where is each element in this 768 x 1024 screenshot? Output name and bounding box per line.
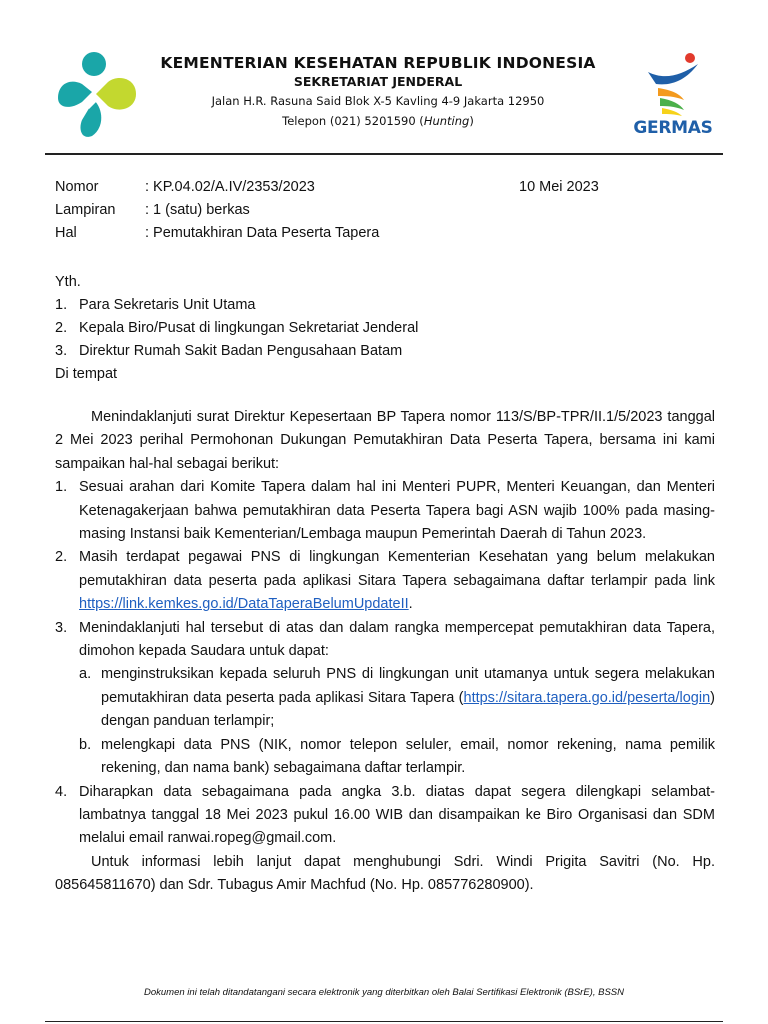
place: Di tempat (55, 366, 118, 382)
ministry-title: KEMENTERIAN KESEHATAN REPUBLIK INDONESIA (160, 54, 596, 72)
phone-line: Telepon (021) 5201590 (Hunting) (282, 114, 474, 128)
intro-paragraph: Menindaklanjuti surat Direktur Kepesertaan BP Tapera nomor 113/S/BP-TPR/II.1/5/2023 tanggal 2 Mei 2023 perihal Permohonan Dukungan Pemutakhiran Data Peserta Tapera, bersama ini kami sampaikan hal-hal sebagai berikut: (55, 409, 715, 472)
greeting: Yth. (55, 274, 81, 290)
point-3b: b. melengkapi data PNS (NIK, nomor telepon seluler, email, nomor rekening, nama pemilik rekening, dan nama bank) sebagaimana daftar terlampir. (79, 736, 715, 777)
kemenkes-logo-icon (52, 50, 142, 140)
closing-paragraph: Untuk informasi lebih lanjut dapat menghubungi Sdri. Windi Prigita Savitri (No. Hp. 085645811670) dan Sdr. Tubagus Amir Machfud (No. Hp. 085776280900). (55, 853, 715, 894)
secretariat-subtitle: SEKRETARIAT JENDERAL (293, 74, 463, 89)
data-tapera-link[interactable]: https://link.kemkes.go.id/DataTaperaBelumUpdateII (79, 596, 409, 613)
point-2: 2. Masih terdapat pegawai PNS di lingkungan Kementerian Kesehatan yang belum melakukan pemutakhiran data peserta pada aplikasi Sitara Tapera sebagaimana daftar terlampir pada link https://link.kemkes.go.id/DataTaperaBelumUpdateII. (55, 549, 715, 613)
germas-logo (628, 50, 718, 142)
list-item: 3. Direktur Rumah Sakit Badan Pengusahaan Batam (55, 343, 403, 359)
list-item: 1. Para Sekretaris Unit Utama (55, 297, 256, 313)
lampiran-row: Lampiran : 1 (satu) berkas (55, 202, 250, 218)
list-item: 2. Kepala Biro/Pusat di lingkungan Sekretariat Jenderal (55, 320, 419, 336)
letter-body (55, 406, 715, 898)
address-line: Jalan H.R. Rasuna Said Blok X-5 Kavling 4-9 Jakarta 12950 (211, 94, 545, 108)
esign-footer-note: Dokumen ini telah ditandatangani secara elektronik yang diterbitkan oleh Balai Sertifikasi Elektronik (BSrE), BSSN (144, 987, 624, 998)
letter-date: 10 Mei 2023 (519, 179, 599, 195)
header-divider (45, 153, 723, 155)
point-1: 1. Sesuai arahan dari Komite Tapera dalam hal ini Menteri PUPR, Menteri Keuangan, dan Menteri Ketenagakerjaan bahwa pemutakhiran data Peserta Tapera bagi ASN wajib 100% pada masing-masing Instansi baik Kementerian/Lembaga maupun Pemerintah Daerah di Tahun 2023. (55, 479, 715, 543)
germas-wordmark: GERMAS (633, 118, 713, 138)
point-3: 3. Menindaklanjuti hal tersebut di atas dan dalam rangka mempercepat pemutakhiran data Tapera, dimohon kepada Saudara untuk dapat: a. menginstruksikan kepada seluruh PNS di lingkungan unit utamanya untuk segera melakukan pemutakhiran data peserta pada aplikasi Sitara Tapera (https://sitara.tapera.go.id/peserta/login) dengan panduan terlampir; b. melengkapi data PNS (NIK, nomor telepon seluler, email, nomor rekening, nama pemilik rekening, dan nama bank) sebagaimana daftar terlampir. (55, 617, 715, 781)
recipients (55, 271, 715, 386)
hal-row: Hal : Pemutakhiran Data Peserta Tapera (55, 225, 380, 241)
point-3a: a. menginstruksikan kepada seluruh PNS di lingkungan unit utamanya untuk segera melakukan pemutakhiran data peserta pada aplikasi Sitara Tapera (https://sitara.tapera.go.id/peserta/login) dengan panduan terlampir; (79, 666, 715, 730)
letterhead (140, 53, 616, 130)
sitara-login-link[interactable]: https://sitara.tapera.go.id/peserta/login (463, 689, 711, 706)
letter-meta (55, 179, 715, 248)
germas-logo-icon (628, 50, 718, 120)
footer-divider (45, 1021, 723, 1022)
point-4: 4. Diharapkan data sebagaimana pada angka 3.b. diatas dapat segera dilengkapi selambat-lambatnya tanggal 18 Mei 2023 pukul 16.00 WIB dan disampaikan ke Biro Organisasi dan SDM melalui email ranwai.ropeg@gmail.com. (55, 783, 715, 847)
nomor-row: Nomor : KP.04.02/A.IV/2353/2023 10 Mei 2023 (55, 179, 715, 202)
